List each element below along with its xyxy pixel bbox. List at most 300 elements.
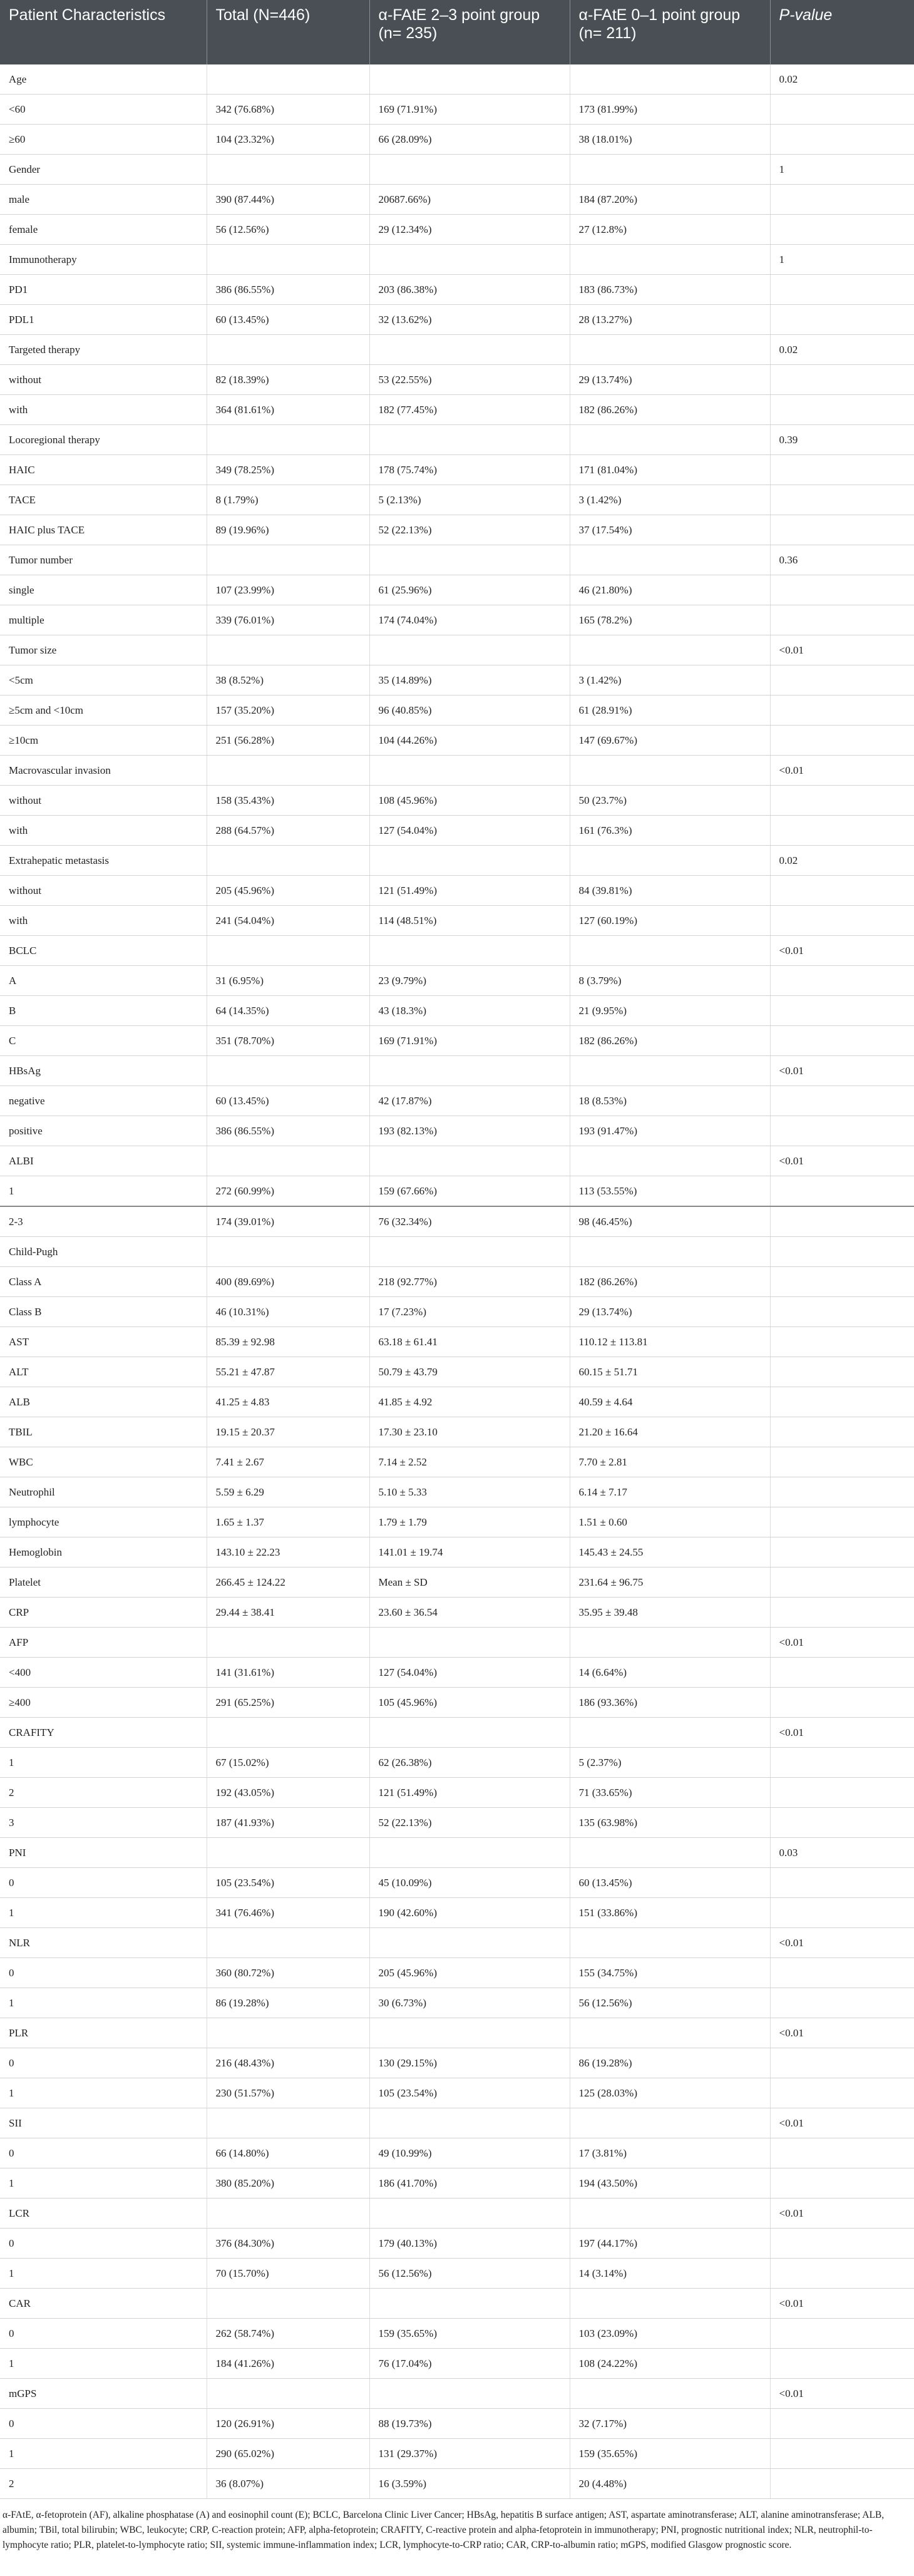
characteristic-cell: female xyxy=(0,215,207,245)
afate-0-1-cell: 60 (13.45%) xyxy=(570,1868,770,1898)
p-value-cell xyxy=(770,1417,914,1447)
characteristic-cell: Age xyxy=(0,64,207,95)
total-cell: 192 (43.05%) xyxy=(207,1778,369,1808)
characteristic-cell: CRAFITY xyxy=(0,1718,207,1748)
afate-2-3-cell: 41.85 ± 4.92 xyxy=(369,1387,570,1417)
characteristic-cell: Hemoglobin xyxy=(0,1537,207,1568)
table-row xyxy=(0,2469,914,2499)
total-cell: 82 (18.39%) xyxy=(207,365,369,395)
afate-2-3-cell: 5.10 ± 5.33 xyxy=(369,1477,570,1507)
afate-0-1-cell xyxy=(570,2108,770,2138)
afate-2-3-cell xyxy=(369,2289,570,2319)
afate-2-3-cell: 174 (74.04%) xyxy=(369,605,570,635)
p-value-cell xyxy=(770,2469,914,2499)
total-cell xyxy=(207,2108,369,2138)
total-cell: 241 (54.04%) xyxy=(207,906,369,936)
afate-0-1-cell: 3 (1.42%) xyxy=(570,485,770,515)
table-footnote: α-FAtE, α-fetoprotein (AF), alkaline phosphatase (A) and eosinophil count (E); BCLC, Barcelona Clinic Liver Cancer; HBsAg, hepatitis B surface antigen; AST, aspartate aminotransferase; ALT, alanine aminotransferase; ALB, albumin; TBil, total bilirubin; WBC, leukocyte; CRP, C-reaction protein; AFP, alpha-fetoprotein; CRAFITY, C-reactive protein and alpha-fetoprotein in immunotherapy; PNI, prognostic nutritional index; NLR, neutrophil-to-lymphocyte ratio; PLR, platelet-to-lymphocyte ratio; SII, systemic immune-inflammation index; LCR, lymphocyte-to-CRP ratio; CAR, CRP-to-albumin ratio; mGPS, modified Glasgow prognostic score. xyxy=(3,2510,885,2551)
p-value-cell: 0.36 xyxy=(770,545,914,575)
afate-2-3-cell xyxy=(369,1838,570,1868)
afate-2-3-cell xyxy=(369,64,570,95)
afate-2-3-cell xyxy=(369,1056,570,1086)
characteristic-cell: ALB xyxy=(0,1387,207,1417)
p-value-cell xyxy=(770,1958,914,1988)
afate-2-3-cell xyxy=(369,846,570,876)
afate-2-3-cell: 127 (54.04%) xyxy=(369,816,570,846)
p-value-cell xyxy=(770,1447,914,1477)
characteristic-cell: 1 xyxy=(0,2439,207,2469)
table-row xyxy=(0,2199,914,2229)
afate-0-1-cell: 18 (8.53%) xyxy=(570,1086,770,1116)
afate-2-3-cell: 76 (17.04%) xyxy=(369,2349,570,2379)
total-cell: 272 (60.99%) xyxy=(207,1176,369,1207)
total-cell: 339 (76.01%) xyxy=(207,605,369,635)
characteristic-cell: negative xyxy=(0,1086,207,1116)
characteristic-cell: 1 xyxy=(0,2259,207,2289)
total-cell: 251 (56.28%) xyxy=(207,726,369,756)
total-cell xyxy=(207,2379,369,2409)
characteristic-cell: Locoregional therapy xyxy=(0,425,207,455)
total-cell: 349 (78.25%) xyxy=(207,455,369,485)
p-value-cell: <0.01 xyxy=(770,756,914,786)
afate-0-1-cell: 7.70 ± 2.81 xyxy=(570,1447,770,1477)
total-cell: 105 (23.54%) xyxy=(207,1868,369,1898)
afate-0-1-cell xyxy=(570,245,770,275)
table-row xyxy=(0,936,914,966)
p-value-cell xyxy=(770,2319,914,2349)
p-value-cell: <0.01 xyxy=(770,635,914,665)
total-cell xyxy=(207,756,369,786)
table-row xyxy=(0,545,914,575)
characteristic-cell: <60 xyxy=(0,95,207,125)
characteristic-cell: PDL1 xyxy=(0,305,207,335)
characteristic-cell: positive xyxy=(0,1116,207,1146)
total-cell xyxy=(207,1928,369,1958)
afate-2-3-cell: 52 (22.13%) xyxy=(369,515,570,545)
table-row xyxy=(0,635,914,665)
p-value-cell xyxy=(770,275,914,305)
total-cell xyxy=(207,635,369,665)
characteristic-cell: 0 xyxy=(0,2138,207,2168)
table-row xyxy=(0,816,914,846)
table-row xyxy=(0,2138,914,2168)
characteristic-cell: TACE xyxy=(0,485,207,515)
table-row xyxy=(0,2168,914,2199)
header-p-value xyxy=(770,0,914,64)
afate-0-1-cell: 182 (86.26%) xyxy=(570,1026,770,1056)
table-row xyxy=(0,1537,914,1568)
p-value-cell xyxy=(770,1988,914,2018)
afate-0-1-cell: 184 (87.20%) xyxy=(570,185,770,215)
afate-2-3-cell: 17.30 ± 23.10 xyxy=(369,1417,570,1447)
p-value-cell: 0.02 xyxy=(770,846,914,876)
table-row xyxy=(0,1658,914,1688)
p-value-cell xyxy=(770,1507,914,1537)
characteristic-cell: Targeted therapy xyxy=(0,335,207,365)
p-value-cell: <0.01 xyxy=(770,1928,914,1958)
afate-2-3-cell: 30 (6.73%) xyxy=(369,1988,570,2018)
table-row xyxy=(0,64,914,95)
p-value-cell: <0.01 xyxy=(770,1146,914,1176)
characteristic-cell: 1 xyxy=(0,2168,207,2199)
table-row xyxy=(0,455,914,485)
total-cell: 262 (58.74%) xyxy=(207,2319,369,2349)
afate-0-1-cell: 147 (69.67%) xyxy=(570,726,770,756)
afate-0-1-cell: 21 (9.95%) xyxy=(570,996,770,1026)
p-value-cell xyxy=(770,1357,914,1387)
afate-2-3-cell: 43 (18.3%) xyxy=(369,996,570,1026)
afate-0-1-cell: 113 (53.55%) xyxy=(570,1176,770,1207)
total-cell: 1.65 ± 1.37 xyxy=(207,1507,369,1537)
afate-0-1-cell: 17 (3.81%) xyxy=(570,2138,770,2168)
characteristic-cell: Platelet xyxy=(0,1568,207,1598)
afate-0-1-cell: 151 (33.86%) xyxy=(570,1898,770,1928)
p-value-cell xyxy=(770,876,914,906)
characteristic-cell: PLR xyxy=(0,2018,207,2048)
total-cell: 390 (87.44%) xyxy=(207,185,369,215)
table-row xyxy=(0,395,914,425)
header-total: Total (N=446) xyxy=(207,0,369,64)
p-value-cell: <0.01 xyxy=(770,2289,914,2319)
total-cell: 157 (35.20%) xyxy=(207,695,369,726)
p-value-cell xyxy=(770,2259,914,2289)
characteristic-cell: ALT xyxy=(0,1357,207,1387)
p-value-cell xyxy=(770,455,914,485)
afate-2-3-cell: 131 (29.37%) xyxy=(369,2439,570,2469)
p-value-cell: <0.01 xyxy=(770,2199,914,2229)
p-value-cell xyxy=(770,605,914,635)
characteristic-cell: <400 xyxy=(0,1658,207,1688)
total-cell xyxy=(207,245,369,275)
p-value-cell: <0.01 xyxy=(770,1056,914,1086)
afate-0-1-cell: 37 (17.54%) xyxy=(570,515,770,545)
table-row xyxy=(0,996,914,1026)
characteristic-cell: 2 xyxy=(0,1778,207,1808)
table-row xyxy=(0,1568,914,1598)
afate-0-1-cell: 29 (13.74%) xyxy=(570,1297,770,1327)
total-cell: 120 (26.91%) xyxy=(207,2409,369,2439)
afate-2-3-cell: 203 (86.38%) xyxy=(369,275,570,305)
p-value-cell: <0.01 xyxy=(770,936,914,966)
p-value-cell xyxy=(770,2349,914,2379)
characteristic-cell: AST xyxy=(0,1327,207,1357)
table-row xyxy=(0,1477,914,1507)
afate-2-3-cell: 16 (3.59%) xyxy=(369,2469,570,2499)
afate-0-1-cell: 60.15 ± 51.71 xyxy=(570,1357,770,1387)
characteristic-cell: with xyxy=(0,395,207,425)
characteristic-cell: ≥5cm and <10cm xyxy=(0,695,207,726)
table-row xyxy=(0,786,914,816)
afate-2-3-cell: 96 (40.85%) xyxy=(369,695,570,726)
p-value-cell xyxy=(770,1267,914,1297)
total-cell: 36 (8.07%) xyxy=(207,2469,369,2499)
table-row xyxy=(0,365,914,395)
characteristic-cell: TBIL xyxy=(0,1417,207,1447)
characteristic-cell: Macrovascular invasion xyxy=(0,756,207,786)
afate-2-3-cell: 182 (77.45%) xyxy=(369,395,570,425)
afate-0-1-cell: 186 (93.36%) xyxy=(570,1688,770,1718)
table-row xyxy=(0,245,914,275)
p-value-cell xyxy=(770,2439,914,2469)
afate-0-1-cell: 14 (3.14%) xyxy=(570,2259,770,2289)
total-cell xyxy=(207,545,369,575)
table-row xyxy=(0,2379,914,2409)
table-row xyxy=(0,2259,914,2289)
total-cell: 291 (65.25%) xyxy=(207,1688,369,1718)
afate-0-1-cell: 110.12 ± 113.81 xyxy=(570,1327,770,1357)
afate-2-3-cell: 218 (92.77%) xyxy=(369,1267,570,1297)
total-cell: 7.41 ± 2.67 xyxy=(207,1447,369,1477)
table-row xyxy=(0,1026,914,1056)
p-value-cell xyxy=(770,1778,914,1808)
total-cell: 46 (10.31%) xyxy=(207,1297,369,1327)
afate-2-3-cell: 178 (75.74%) xyxy=(369,455,570,485)
p-value-cell xyxy=(770,996,914,1026)
total-cell: 19.15 ± 20.37 xyxy=(207,1417,369,1447)
total-cell xyxy=(207,2018,369,2048)
total-cell: 290 (65.02%) xyxy=(207,2439,369,2469)
table-row xyxy=(0,605,914,635)
p-value-cell xyxy=(770,906,914,936)
characteristic-cell: BCLC xyxy=(0,936,207,966)
afate-2-3-cell: 29 (12.34%) xyxy=(369,215,570,245)
afate-0-1-cell xyxy=(570,1838,770,1868)
characteristic-cell: B xyxy=(0,996,207,1026)
afate-0-1-cell: 46 (21.80%) xyxy=(570,575,770,605)
characteristic-cell: 0 xyxy=(0,1868,207,1898)
total-cell: 380 (85.20%) xyxy=(207,2168,369,2199)
total-cell: 86 (19.28%) xyxy=(207,1988,369,2018)
afate-2-3-cell: 130 (29.15%) xyxy=(369,2048,570,2078)
table-row xyxy=(0,1898,914,1928)
afate-2-3-cell: 42 (17.87%) xyxy=(369,1086,570,1116)
table-row xyxy=(0,575,914,605)
afate-0-1-cell: 6.14 ± 7.17 xyxy=(570,1477,770,1507)
afate-2-3-cell: 62 (26.38%) xyxy=(369,1748,570,1778)
afate-2-3-cell: 169 (71.91%) xyxy=(369,95,570,125)
total-cell: 66 (14.80%) xyxy=(207,2138,369,2168)
characteristic-cell: 1 xyxy=(0,1176,207,1207)
total-cell xyxy=(207,1237,369,1267)
afate-0-1-cell xyxy=(570,1928,770,1958)
header-afate-0-1-group: α-FAtE 0–1 point group (n= 211) xyxy=(570,0,770,64)
p-value-cell xyxy=(770,1116,914,1146)
characteristic-cell: 1 xyxy=(0,1898,207,1928)
afate-2-3-cell: 66 (28.09%) xyxy=(369,125,570,155)
table-row xyxy=(0,1778,914,1808)
afate-0-1-cell xyxy=(570,64,770,95)
table-row xyxy=(0,695,914,726)
total-cell: 184 (41.26%) xyxy=(207,2349,369,2379)
table-row xyxy=(0,95,914,125)
total-cell: 143.10 ± 22.23 xyxy=(207,1537,369,1568)
characteristic-cell: 1 xyxy=(0,2078,207,2108)
characteristic-cell: CRP xyxy=(0,1598,207,1628)
total-cell: 216 (48.43%) xyxy=(207,2048,369,2078)
total-cell: 342 (76.68%) xyxy=(207,95,369,125)
characteristic-cell: male xyxy=(0,185,207,215)
table-row xyxy=(0,1598,914,1628)
characteristic-cell: Child-Pugh xyxy=(0,1237,207,1267)
afate-0-1-cell: 29 (13.74%) xyxy=(570,365,770,395)
total-cell: 376 (84.30%) xyxy=(207,2229,369,2259)
table-row xyxy=(0,2229,914,2259)
afate-0-1-cell xyxy=(570,756,770,786)
afate-2-3-cell: 1.79 ± 1.79 xyxy=(369,1507,570,1537)
afate-2-3-cell: 53 (22.55%) xyxy=(369,365,570,395)
p-value-cell xyxy=(770,726,914,756)
p-value-cell: <0.01 xyxy=(770,1718,914,1748)
p-value-cell xyxy=(770,1868,914,1898)
p-value-cell: 1 xyxy=(770,245,914,275)
total-cell: 56 (12.56%) xyxy=(207,215,369,245)
afate-0-1-cell: 161 (76.3%) xyxy=(570,816,770,846)
afate-2-3-cell: 193 (82.13%) xyxy=(369,1116,570,1146)
p-value-cell: 0.02 xyxy=(770,335,914,365)
afate-0-1-cell: 197 (44.17%) xyxy=(570,2229,770,2259)
afate-0-1-cell: 145.43 ± 24.55 xyxy=(570,1537,770,1568)
afate-2-3-cell: 108 (45.96%) xyxy=(369,786,570,816)
p-value-cell xyxy=(770,485,914,515)
afate-2-3-cell: 121 (51.49%) xyxy=(369,1778,570,1808)
table-row xyxy=(0,485,914,515)
afate-2-3-cell: 105 (23.54%) xyxy=(369,2078,570,2108)
table-row xyxy=(0,906,914,936)
total-cell: 38 (8.52%) xyxy=(207,665,369,695)
afate-0-1-cell: 21.20 ± 16.64 xyxy=(570,1417,770,1447)
p-value-cell xyxy=(770,1237,914,1267)
total-cell: 67 (15.02%) xyxy=(207,1748,369,1778)
characteristic-cell: 3 xyxy=(0,1808,207,1838)
afate-2-3-cell: 141.01 ± 19.74 xyxy=(369,1537,570,1568)
afate-2-3-cell xyxy=(369,756,570,786)
afate-2-3-cell: 7.14 ± 2.52 xyxy=(369,1447,570,1477)
p-value-cell xyxy=(770,1297,914,1327)
afate-0-1-cell: 103 (23.09%) xyxy=(570,2319,770,2349)
afate-2-3-cell: 159 (35.65%) xyxy=(369,2319,570,2349)
afate-2-3-cell: 23.60 ± 36.54 xyxy=(369,1598,570,1628)
afate-2-3-cell xyxy=(369,245,570,275)
total-cell: 60 (13.45%) xyxy=(207,305,369,335)
total-cell: 187 (41.93%) xyxy=(207,1808,369,1838)
total-cell: 174 (39.01%) xyxy=(207,1206,369,1237)
p-value-cell xyxy=(770,395,914,425)
afate-2-3-cell xyxy=(369,2018,570,2048)
table-row xyxy=(0,1688,914,1718)
table-row xyxy=(0,185,914,215)
total-cell: 41.25 ± 4.83 xyxy=(207,1387,369,1417)
total-cell: 288 (64.57%) xyxy=(207,816,369,846)
p-value-cell xyxy=(770,1748,914,1778)
p-value-cell xyxy=(770,365,914,395)
p-value-cell xyxy=(770,515,914,545)
table-row xyxy=(0,665,914,695)
total-cell: 8 (1.79%) xyxy=(207,485,369,515)
characteristic-cell: ≥400 xyxy=(0,1688,207,1718)
p-value-cell xyxy=(770,1568,914,1598)
table-row xyxy=(0,2108,914,2138)
afate-2-3-cell: 159 (67.66%) xyxy=(369,1176,570,1207)
table-row xyxy=(0,155,914,185)
p-value-cell xyxy=(770,786,914,816)
characteristic-cell: 0 xyxy=(0,2229,207,2259)
table-row xyxy=(0,1507,914,1537)
total-cell: 107 (23.99%) xyxy=(207,575,369,605)
p-value-cell xyxy=(770,2048,914,2078)
afate-2-3-cell: 169 (71.91%) xyxy=(369,1026,570,1056)
table-row xyxy=(0,275,914,305)
afate-0-1-cell: 193 (91.47%) xyxy=(570,1116,770,1146)
afate-0-1-cell: 155 (34.75%) xyxy=(570,1958,770,1988)
p-value-cell xyxy=(770,305,914,335)
characteristic-cell: SII xyxy=(0,2108,207,2138)
afate-2-3-cell: 49 (10.99%) xyxy=(369,2138,570,2168)
table-row xyxy=(0,1928,914,1958)
table-row xyxy=(0,125,914,155)
table-row xyxy=(0,966,914,996)
table-row xyxy=(0,1297,914,1327)
afate-2-3-cell xyxy=(369,1237,570,1267)
afate-2-3-cell: 45 (10.09%) xyxy=(369,1868,570,1898)
total-cell: 386 (86.55%) xyxy=(207,275,369,305)
afate-2-3-cell: 121 (51.49%) xyxy=(369,876,570,906)
afate-2-3-cell: 32 (13.62%) xyxy=(369,305,570,335)
afate-2-3-cell xyxy=(369,1146,570,1176)
total-cell: 341 (76.46%) xyxy=(207,1898,369,1928)
afate-0-1-cell xyxy=(570,846,770,876)
afate-0-1-cell: 98 (46.45%) xyxy=(570,1206,770,1237)
table-row xyxy=(0,1116,914,1146)
afate-2-3-cell: 20687.66%) xyxy=(369,185,570,215)
p-value-cell: <0.01 xyxy=(770,2018,914,2048)
afate-2-3-cell xyxy=(369,425,570,455)
afate-2-3-cell: 5 (2.13%) xyxy=(369,485,570,515)
afate-2-3-cell xyxy=(369,155,570,185)
afate-0-1-cell: 35.95 ± 39.48 xyxy=(570,1598,770,1628)
characteristic-cell: C xyxy=(0,1026,207,1056)
characteristic-cell: PD1 xyxy=(0,275,207,305)
table-row xyxy=(0,2289,914,2319)
table-row xyxy=(0,1417,914,1447)
afate-0-1-cell: 182 (86.26%) xyxy=(570,395,770,425)
afate-0-1-cell: 56 (12.56%) xyxy=(570,1988,770,2018)
afate-0-1-cell xyxy=(570,2289,770,2319)
total-cell: 31 (6.95%) xyxy=(207,966,369,996)
characteristic-cell: 0 xyxy=(0,2409,207,2439)
afate-0-1-cell: 194 (43.50%) xyxy=(570,2168,770,2199)
total-cell: 104 (23.32%) xyxy=(207,125,369,155)
afate-2-3-cell: 23 (9.79%) xyxy=(369,966,570,996)
afate-0-1-cell xyxy=(570,545,770,575)
table-row xyxy=(0,1357,914,1387)
afate-0-1-cell: 50 (23.7%) xyxy=(570,786,770,816)
p-value-cell xyxy=(770,185,914,215)
characteristic-cell: with xyxy=(0,816,207,846)
total-cell: 205 (45.96%) xyxy=(207,876,369,906)
afate-0-1-cell: 183 (86.73%) xyxy=(570,275,770,305)
characteristic-cell: Immunotherapy xyxy=(0,245,207,275)
p-value-cell xyxy=(770,1387,914,1417)
p-value-cell xyxy=(770,1537,914,1568)
afate-0-1-cell: 38 (18.01%) xyxy=(570,125,770,155)
afate-0-1-cell: 71 (33.65%) xyxy=(570,1778,770,1808)
characteristic-cell: HBsAg xyxy=(0,1056,207,1086)
characteristic-cell: Class A xyxy=(0,1267,207,1297)
table-row xyxy=(0,1447,914,1477)
p-value-cell: 0.39 xyxy=(770,425,914,455)
p-value-cell xyxy=(770,2138,914,2168)
table-row xyxy=(0,1387,914,1417)
